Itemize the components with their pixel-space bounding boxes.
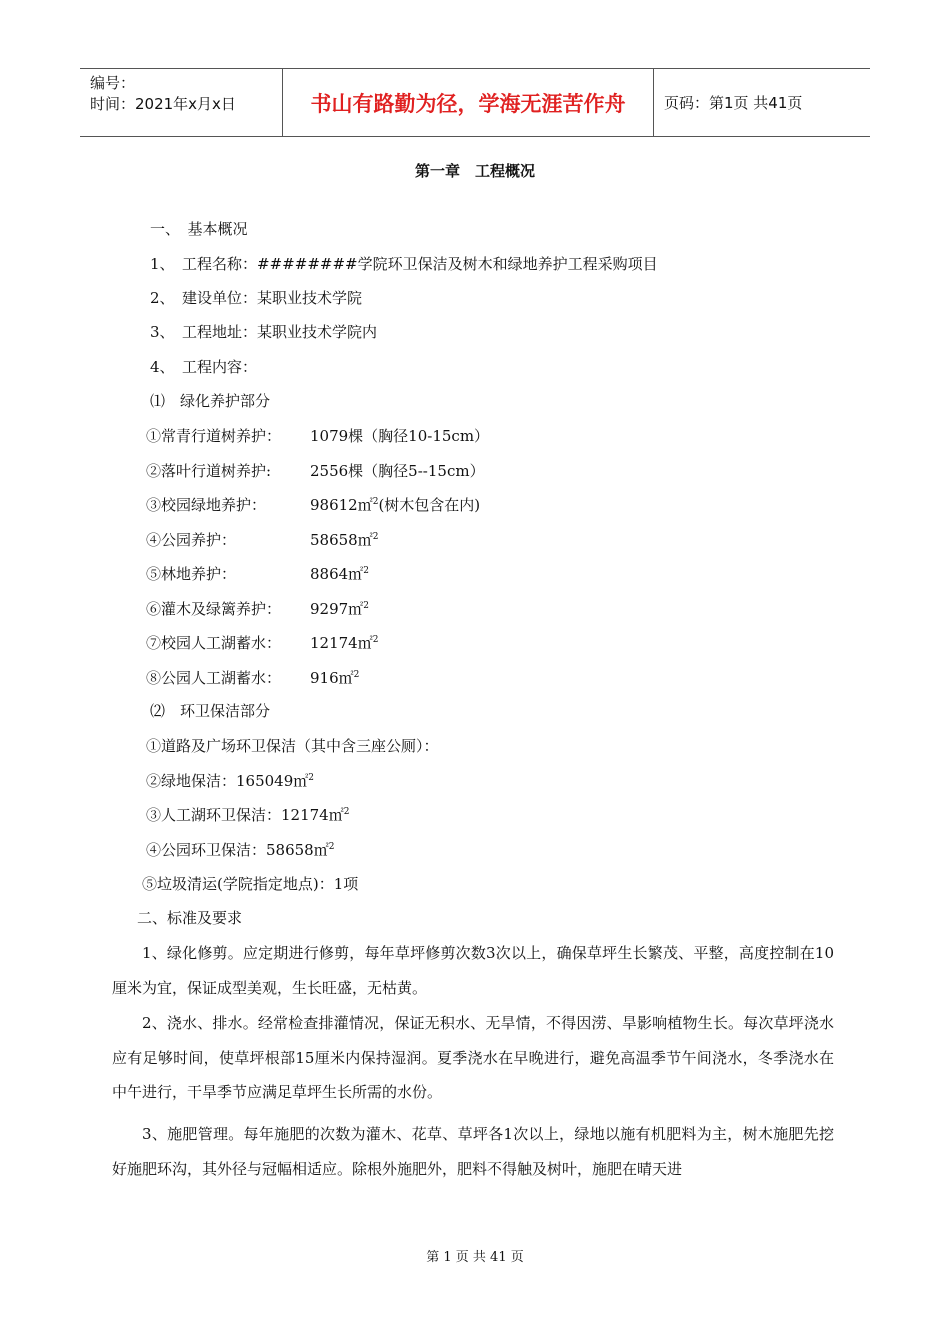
green-item-value: 8864㎡$^2$	[310, 565, 369, 583]
green-item-row	[146, 461, 485, 481]
green-item-row	[146, 633, 379, 653]
unit-superscript: 2	[372, 531, 379, 542]
green-item-row	[146, 495, 481, 515]
unit-superscript: 2	[343, 807, 350, 817]
header-left-cell	[80, 69, 282, 136]
list-item: 1、 工程名称：########学院环卫保洁及树木和绿地养护工程采购项目	[150, 255, 658, 273]
green-item-row	[146, 564, 369, 584]
paragraph-trimming: 1、绿化修剪。应定期进行修剪，每年草坪修剪次数3次以上，确保草坪生长繁茂、平整，高度控制在10厘米为宜，保证成型美观，生长旺盛，无枯黄。	[112, 944, 834, 997]
green-item-value: 12174㎡$^2$	[310, 634, 379, 652]
unit-superscript: 2	[328, 841, 335, 852]
green-item-value: 2556棵（胸径5--15cm）	[310, 461, 485, 480]
page-info: 页码：第1页 共41页	[664, 94, 803, 112]
green-item-row	[146, 668, 360, 688]
section2-heading: 二、标准及要求	[137, 909, 243, 927]
paragraph-fertilizing: 3、施肥管理。每年施肥的次数为灌木、花草、草坪各1次以上，绿地以施有机肥料为主，树木施肥先挖好施肥环沟，其外径与冠幅相适应。除根外施肥外，肥料不得触及树叶，施肥在晴天进	[112, 1125, 834, 1178]
unit-superscript: 2	[363, 600, 369, 611]
green-item-label: ③校园绿地养护：	[146, 496, 267, 514]
unit-superscript: 2	[372, 497, 379, 507]
motto: 书山有路勤为径，学海无涯苦作舟	[282, 69, 654, 136]
sanitation-item: ②绿地保洁：165049㎡$^2$	[146, 771, 314, 790]
sanitation-heading: ⑵ 环卫保洁部分	[150, 702, 271, 720]
page-footer: 第 1 页 共 41 页	[426, 1250, 524, 1265]
code-label: 编号：	[90, 74, 136, 92]
list-item: 2、 建设单位：某职业技术学院	[150, 289, 363, 307]
green-item-label: ①常青行道树养护：	[146, 427, 282, 445]
green-item-label: ⑧公园人工湖蓄水：	[146, 668, 282, 687]
green-item-label: ④公园养护：	[146, 530, 237, 549]
green-item-value: 98612㎡$^2$(树木包含在内)	[310, 496, 481, 514]
green-item-value: 58658㎡$^2$	[310, 530, 379, 549]
green-item-value: 9297㎡$^2$	[310, 599, 369, 618]
green-item-suffix: (树木包含在内)	[378, 496, 481, 514]
green-heading: ⑴ 绿化养护部分	[150, 392, 271, 410]
green-item-label: ⑥灌木及绿篱养护：	[146, 599, 282, 618]
green-item-row	[146, 599, 369, 619]
green-item-label: ⑤林地养护：	[146, 565, 237, 583]
page-header	[80, 68, 870, 137]
date-text: 时间：2021年x月x日	[90, 95, 236, 113]
sanitation-item: ③人工湖环卫保洁：12174㎡$^2$	[146, 806, 350, 824]
unit-superscript: 2	[308, 772, 314, 783]
green-item-value: 916㎡$^2$	[310, 668, 360, 687]
paragraph-watering: 2、浇水、排水。经常检查排灌情况，保证无积水、无旱情，不得因涝、旱影响植物生长。每次草坪浇水应有足够时间，使草坪根部15厘米内保持湿润。夏季浇水在早晚进行，避免高温季节午间浇水，冬季浇水在中午进行，干旱季节应满足草坪生长所需的水份。	[112, 1014, 834, 1101]
sanitation-item: ④公园环卫保洁：58658㎡$^2$	[146, 840, 335, 859]
unit-superscript: 2	[363, 566, 369, 576]
list-item: 4、 工程内容：	[150, 358, 258, 376]
green-item-row	[146, 426, 490, 446]
green-item-label: ②落叶行道树养护:	[146, 461, 272, 480]
green-item-row	[146, 530, 379, 550]
unit-superscript: 2	[372, 635, 379, 645]
green-item-label: ⑦校园人工湖蓄水：	[146, 634, 282, 652]
green-item-value: 1079棵（胸径10-15cm）	[310, 427, 490, 445]
sanitation-item: ①道路及广场环卫保洁（其中含三座公厕）：	[146, 737, 439, 755]
list-item: 3、 工程地址：某职业技术学院内	[150, 323, 378, 341]
section1-heading: 一、 基本概况	[150, 220, 248, 238]
unit-superscript: 2	[353, 669, 360, 680]
chapter-title: 第一章 工程概况	[414, 162, 535, 180]
sanitation-item: ⑤垃圾清运(学院指定地点)：1项	[142, 875, 359, 893]
